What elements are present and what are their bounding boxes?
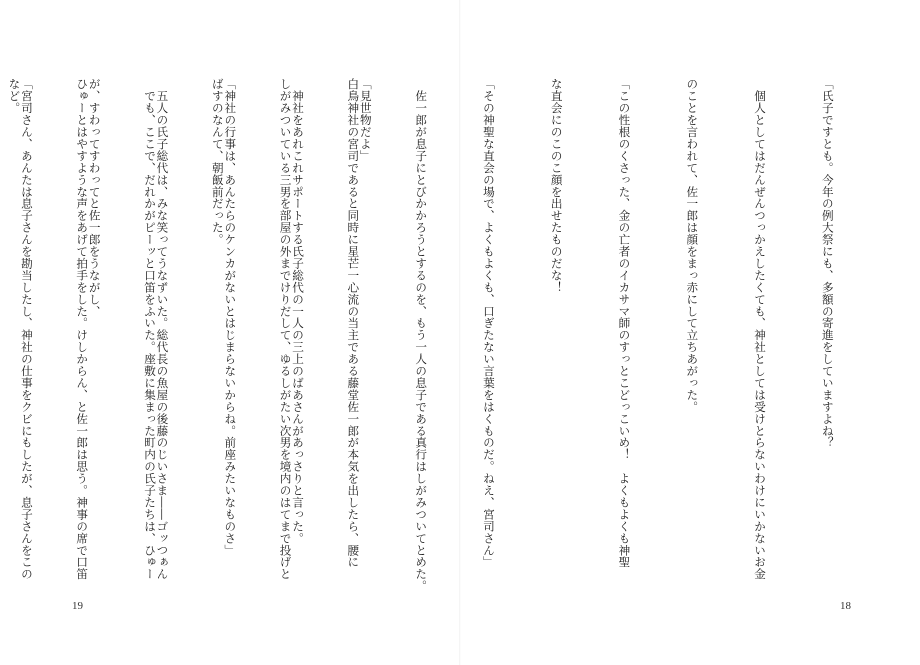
body-line: でも、ここで、だれかがピーッと口笛をふいた。座敷に集まった町内の氏子たちは、ひゅー <box>143 78 157 580</box>
page-number-right: 18 <box>840 600 851 612</box>
body-line: 佐一郎が息子にとびかかろうとするのを、もう一人の息子である真行はしがみついてとめた。 <box>414 78 429 592</box>
body-line: 「見世物だよ」 <box>358 78 373 162</box>
body-line: 「神社の行事は、あんたらのケンカがないとはじまらないからね。前座みたいなものさ」 <box>223 78 238 556</box>
body-line: 「その神聖な直会の場で、よくもよくも、口ぎたない言葉をはくものだ。ねえ、宮司さん」 <box>481 78 496 568</box>
body-line: 五人の氏子総代は、みな笑ってうなずいた。総代長の魚屋の後藤のじいさま――ゴッつぁん <box>155 78 170 580</box>
body-line: 「氏子ですとも。今年の例大祭にも、多額の寄進をしていますよね？ <box>820 78 835 449</box>
body-line: のことを言われて、佐一郎は顔をまっ赤にして立ちあがった。 <box>685 78 700 413</box>
body-line: ばすのなんて、朝飯前だった。 <box>210 78 225 246</box>
right-page-body-text <box>0 78 884 598</box>
body-line: が、すわってすわってと佐一郎をうながし、 <box>87 78 102 317</box>
body-line: 白鳥神社の宮司であると同時に星芒一心流の当主である藤堂佐一郎が本気を出したら、腰に <box>346 78 361 568</box>
body-line: ひゅーとはやすような声をあげて拍手をした。けしからん、と佐一郎は思う。神事の席で口笛 <box>75 78 90 580</box>
body-line: しがみついている三男を部屋の外までけりだして、ゆるしがたい次男を境内のはてまで投げと <box>278 78 293 580</box>
page-number-left: 19 <box>72 600 83 612</box>
body-line: 個人としてはだんぜんつっかえしたくても、神社としては受けとらないわけにいかないお金 <box>753 78 768 580</box>
body-line: 「この性根のくさった、金の亡者のイカサマ師のすっとこどっこいめ！ よくもよくも神聖 <box>617 78 632 568</box>
body-line: な直会にのこのこ顔を出せたものだな！ <box>549 78 564 294</box>
body-line: など。 <box>7 78 22 114</box>
body-line: 神社をあれこれサポートする氏子総代の一人の三上のばあさんがあっさりと言った。 <box>291 78 306 545</box>
body-line: 「宮司さん、あんたは息子さんを勘当したし、神社の仕事をクビにもしたが、息子さんをこの <box>19 78 34 580</box>
